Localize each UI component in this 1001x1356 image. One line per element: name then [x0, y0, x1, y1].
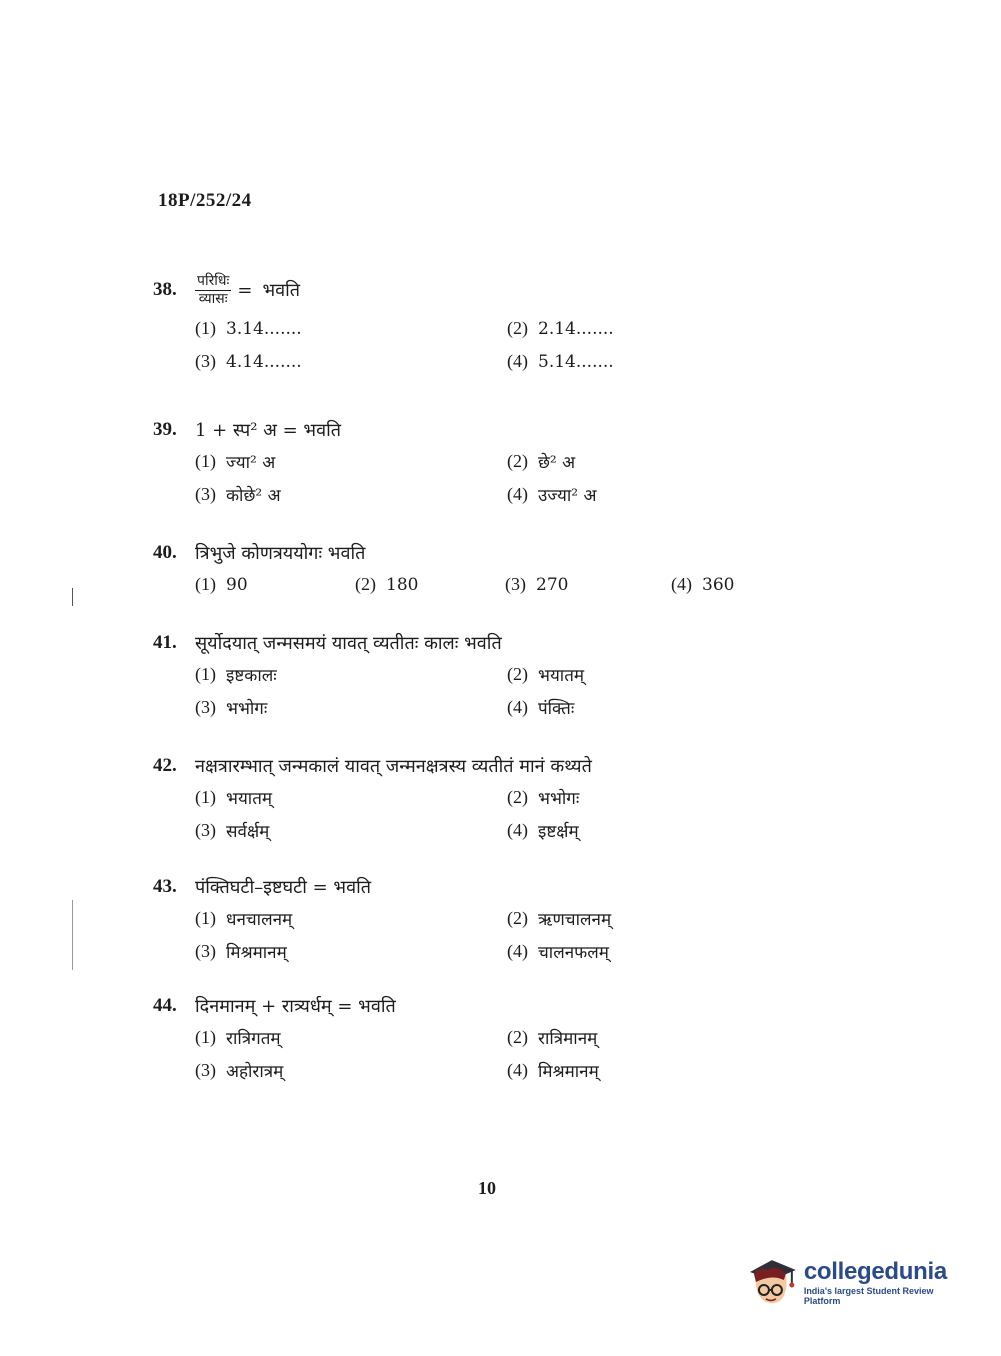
option-1[interactable] — [195, 568, 355, 601]
page-number: 10 — [478, 1178, 496, 1198]
option-text: ऋणचालनम् — [538, 910, 612, 930]
options — [195, 1021, 793, 1087]
options — [195, 781, 793, 847]
option-2[interactable] — [507, 658, 807, 691]
option-number: (3) — [505, 574, 526, 594]
option-4[interactable] — [507, 814, 807, 847]
option-text: 180 — [386, 574, 419, 595]
option-number: (3) — [195, 697, 216, 717]
option-number: (2) — [507, 787, 528, 807]
option-number: (1) — [195, 1027, 216, 1047]
option-number: (4) — [507, 484, 528, 504]
question-43 — [153, 872, 793, 968]
option-text: कोछे² अ — [226, 486, 281, 506]
option-number: (4) — [507, 351, 528, 371]
option-text: भभोगः — [538, 789, 580, 809]
question-text: भवति — [262, 280, 301, 301]
options — [195, 658, 793, 724]
question-number: 40. — [153, 542, 177, 563]
option-number: (4) — [507, 820, 528, 840]
question-number: 43. — [153, 876, 177, 897]
option-3[interactable] — [505, 568, 671, 601]
option-text: उज्या² अ — [538, 486, 597, 506]
option-4[interactable] — [507, 478, 807, 511]
option-4[interactable] — [507, 691, 807, 724]
option-text: भयातम् — [226, 789, 273, 809]
fraction-numerator: परिधिः — [197, 272, 230, 289]
option-3[interactable] — [195, 478, 507, 511]
option-text: सर्वर्क्षम् — [226, 822, 270, 842]
option-2[interactable] — [507, 902, 807, 935]
option-number: (1) — [195, 908, 216, 928]
options — [195, 568, 793, 601]
options — [195, 312, 793, 378]
option-2[interactable] — [507, 1021, 807, 1054]
option-1[interactable] — [195, 781, 507, 814]
equals-sign: = — [237, 279, 253, 301]
option-number: (4) — [507, 1060, 528, 1080]
question-text: दिनमानम् + रात्र्यर्धम् = भवति — [195, 996, 396, 1017]
option-number: (2) — [507, 1027, 528, 1047]
option-number: (1) — [195, 574, 216, 594]
option-1[interactable] — [195, 902, 507, 935]
option-2[interactable] — [507, 445, 807, 478]
option-number: (3) — [195, 941, 216, 961]
option-2[interactable] — [507, 312, 807, 345]
option-number: (1) — [195, 664, 216, 684]
option-text: भयातम् — [538, 666, 585, 686]
scan-margin-mark — [72, 900, 73, 970]
option-text: छे² अ — [538, 453, 576, 473]
option-4[interactable] — [507, 345, 807, 378]
option-text: रात्रिमानम् — [538, 1029, 598, 1049]
question-text: पंक्तिघटी–इष्टघटी = भवति — [195, 877, 371, 898]
option-3[interactable] — [195, 935, 507, 968]
question-38 — [153, 268, 793, 378]
option-text: 270 — [536, 574, 569, 595]
option-number: (2) — [507, 451, 528, 471]
mascot-icon — [742, 1252, 802, 1312]
option-text: चालनफलम् — [538, 943, 609, 963]
fraction — [195, 273, 231, 308]
option-number: (1) — [195, 451, 216, 471]
option-text: 90 — [226, 574, 248, 595]
option-text: 3.14....... — [226, 318, 302, 339]
option-number: (4) — [507, 697, 528, 717]
option-number: (1) — [195, 787, 216, 807]
option-2[interactable] — [355, 568, 505, 601]
question-44 — [153, 991, 793, 1087]
question-number: 42. — [153, 755, 177, 776]
option-3[interactable] — [195, 691, 507, 724]
option-text: इष्टर्क्षम् — [538, 822, 579, 842]
option-1[interactable] — [195, 445, 507, 478]
question-text: 1 + स्प² अ = भवति — [195, 420, 342, 441]
paper-code: 18P/252/24 — [158, 190, 252, 211]
option-text: 360 — [702, 574, 735, 595]
option-1[interactable] — [195, 1021, 507, 1054]
option-text: 5.14....... — [538, 351, 614, 372]
option-number: (3) — [195, 820, 216, 840]
option-text: 4.14....... — [226, 351, 302, 372]
option-text: 2.14....... — [538, 318, 614, 339]
question-42 — [153, 751, 793, 847]
option-4[interactable] — [671, 568, 821, 601]
question-text: त्रिभुजे कोणत्रययोगः भवति — [195, 543, 366, 564]
question-number: 39. — [153, 419, 177, 440]
option-text: मिश्रमानम् — [226, 943, 287, 963]
option-text: पंक्तिः — [538, 699, 575, 719]
question-number: 41. — [153, 632, 177, 653]
option-4[interactable] — [507, 935, 807, 968]
scan-margin-mark — [72, 588, 73, 606]
option-number: (1) — [195, 318, 216, 338]
option-number: (3) — [195, 351, 216, 371]
logo-text — [804, 1258, 972, 1306]
option-3[interactable] — [195, 1054, 507, 1087]
options — [195, 902, 793, 968]
option-2[interactable] — [507, 781, 807, 814]
question-text: सूर्योदयात् जन्मसमयं यावत् व्यतीतः कालः भवति — [195, 633, 502, 654]
option-3[interactable] — [195, 814, 507, 847]
option-text: धनचालनम् — [226, 910, 293, 930]
option-1[interactable] — [195, 312, 507, 345]
option-4[interactable] — [507, 1054, 807, 1087]
option-text: मिश्रमानम् — [538, 1062, 599, 1082]
option-number: (2) — [507, 664, 528, 684]
option-text: रात्रिगतम् — [226, 1029, 281, 1049]
option-number: (2) — [355, 574, 376, 594]
logo-tagline: India's largest Student Review Platform — [803, 1286, 934, 1306]
question-39 — [153, 415, 793, 511]
option-number: (3) — [195, 484, 216, 504]
option-number: (2) — [507, 908, 528, 928]
option-number: (2) — [507, 318, 528, 338]
option-3[interactable] — [195, 345, 507, 378]
collegedunia-logo[interactable] — [742, 1250, 972, 1314]
option-number: (3) — [195, 1060, 216, 1080]
option-text: अहोरात्रम् — [226, 1062, 284, 1082]
option-text: भभोगः — [226, 699, 268, 719]
logo-brand: collegedunia — [803, 1258, 947, 1285]
question-number: 38. — [153, 279, 177, 300]
question-41 — [153, 628, 793, 724]
options — [195, 445, 793, 511]
option-text: ज्या² अ — [226, 453, 276, 473]
option-number: (4) — [507, 941, 528, 961]
fraction-denominator: व्यासः — [198, 290, 228, 307]
option-number: (4) — [671, 574, 692, 594]
question-number: 44. — [153, 995, 177, 1016]
option-1[interactable] — [195, 658, 507, 691]
question-40 — [153, 538, 793, 601]
question-text: नक्षत्रारम्भात् जन्मकालं यावत् जन्मनक्षत्रस्य व्यतीतं मानं कथ्यते — [195, 756, 592, 777]
option-text: इष्टकालः — [226, 666, 277, 686]
